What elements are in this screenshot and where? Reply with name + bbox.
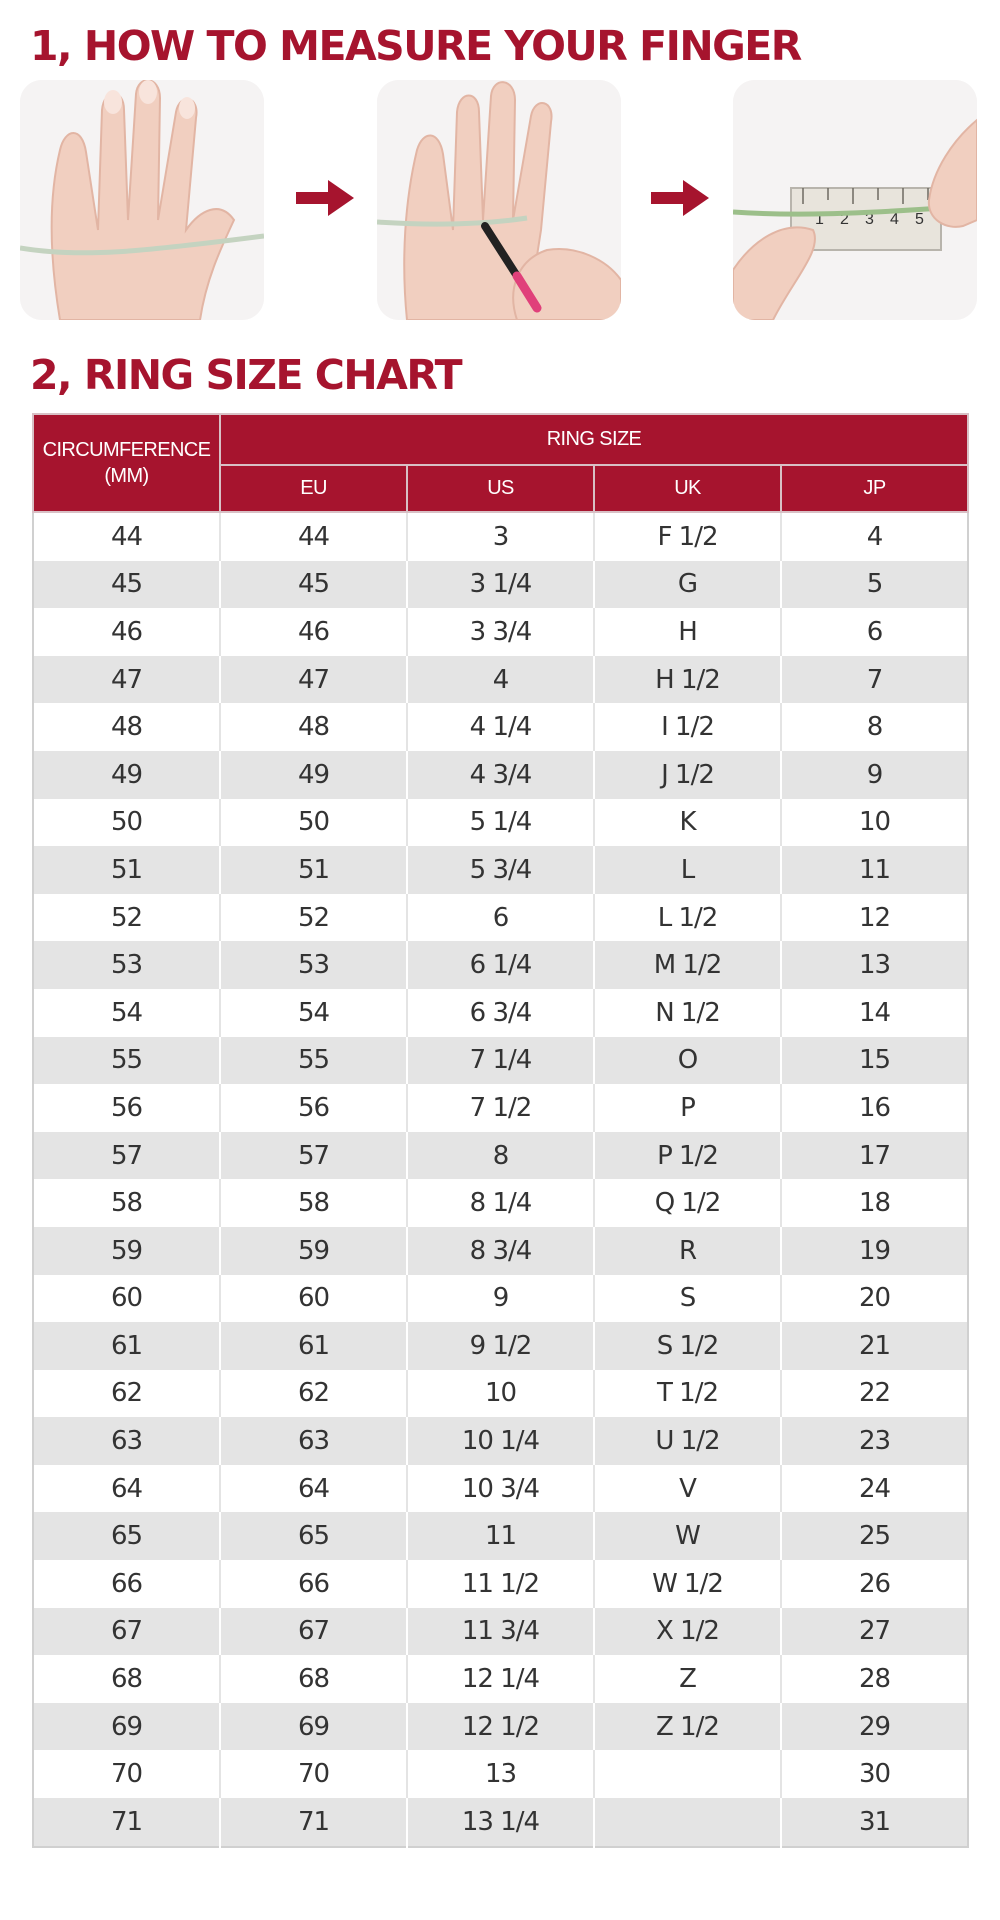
eu-cell: 64 [220,1465,407,1513]
uk-cell: K [594,799,781,847]
ruler-measure-photo [733,80,977,320]
eu-cell: 49 [220,751,407,799]
jp-cell: 29 [781,1703,968,1751]
circumference-cell: 64 [33,1465,220,1513]
table-row [33,1750,968,1798]
us-cell: 3 3/4 [407,608,594,656]
jp-cell: 24 [781,1465,968,1513]
us-cell: 6 [407,894,594,942]
uk-cell: T 1/2 [594,1370,781,1418]
eu-cell: 52 [220,894,407,942]
table-row [33,1227,968,1275]
circumference-cell: 70 [33,1750,220,1798]
table-row [33,1084,968,1132]
circumference-cell: 58 [33,1179,220,1227]
eu-cell: 57 [220,1132,407,1180]
jp-cell: 23 [781,1417,968,1465]
circumference-cell: 45 [33,561,220,609]
eu-cell: 69 [220,1703,407,1751]
table-row [33,1703,968,1751]
uk-cell: G [594,561,781,609]
uk-cell: I 1/2 [594,703,781,751]
us-cell: 8 3/4 [407,1227,594,1275]
jp-header: JP [781,465,968,512]
uk-cell: F 1/2 [594,512,781,561]
us-cell: 6 3/4 [407,989,594,1037]
uk-cell: S 1/2 [594,1322,781,1370]
eu-cell: 70 [220,1750,407,1798]
table-row [33,1465,968,1513]
us-cell: 12 1/2 [407,1703,594,1751]
jp-cell: 18 [781,1179,968,1227]
table-row [33,1512,968,1560]
marking-string-photo [377,80,621,320]
circumference-cell: 66 [33,1560,220,1608]
table-row [33,703,968,751]
ring-size-rows [33,512,968,1847]
measure-finger-title: 1, HOW TO MEASURE YOUR FINGER [30,22,801,70]
table-row [33,941,968,989]
table-row [33,1322,968,1370]
uk-cell: O [594,1037,781,1085]
eu-cell: 47 [220,656,407,704]
circumference-cell: 68 [33,1655,220,1703]
jp-cell: 10 [781,799,968,847]
uk-cell: P 1/2 [594,1132,781,1180]
us-cell: 11 [407,1512,594,1560]
table-row [33,751,968,799]
eu-cell: 56 [220,1084,407,1132]
us-cell: 9 1/2 [407,1322,594,1370]
us-cell: 4 [407,656,594,704]
us-cell: 3 1/4 [407,561,594,609]
ruler-number: 3 [865,211,874,228]
table-row [33,1275,968,1323]
table-row [33,989,968,1037]
us-cell: 12 1/4 [407,1655,594,1703]
uk-cell: L 1/2 [594,894,781,942]
circumference-cell: 57 [33,1132,220,1180]
jp-cell: 4 [781,512,968,561]
ring-size-table [32,413,969,1848]
arrow-right-icon [651,178,709,218]
uk-cell: V [594,1465,781,1513]
circumference-cell: 53 [33,941,220,989]
eu-cell: 53 [220,941,407,989]
jp-cell: 17 [781,1132,968,1180]
table-row [33,1417,968,1465]
ruler-number: 5 [915,211,924,228]
eu-cell: 54 [220,989,407,1037]
circumference-cell: 55 [33,1037,220,1085]
us-cell: 5 3/4 [407,846,594,894]
eu-cell: 59 [220,1227,407,1275]
uk-cell: R [594,1227,781,1275]
us-cell: 4 1/4 [407,703,594,751]
us-cell: 6 1/4 [407,941,594,989]
eu-cell: 71 [220,1798,407,1847]
us-cell: 9 [407,1275,594,1323]
jp-cell: 8 [781,703,968,751]
circumference-cell: 44 [33,512,220,561]
table-row [33,512,968,561]
jp-cell: 6 [781,608,968,656]
table-row [33,1655,968,1703]
eu-cell: 62 [220,1370,407,1418]
jp-cell: 19 [781,1227,968,1275]
uk-cell: W 1/2 [594,1560,781,1608]
jp-cell: 30 [781,1750,968,1798]
uk-cell: M 1/2 [594,941,781,989]
table-row [33,1037,968,1085]
uk-cell: U 1/2 [594,1417,781,1465]
circumference-cell: 59 [33,1227,220,1275]
circumference-cell: 52 [33,894,220,942]
jp-cell: 11 [781,846,968,894]
us-cell: 3 [407,512,594,561]
eu-cell: 60 [220,1275,407,1323]
circumference-header [33,414,220,512]
circumference-cell: 71 [33,1798,220,1847]
ruler-number: 4 [890,211,899,228]
circumference-header-line1: CIRCUMFERENCE [42,439,211,461]
eu-cell: 45 [220,561,407,609]
table-row [33,1370,968,1418]
ruler-number: 1 [815,211,824,228]
uk-header: UK [594,465,781,512]
circumference-cell: 51 [33,846,220,894]
table-row [33,846,968,894]
eu-cell: 50 [220,799,407,847]
eu-cell: 67 [220,1608,407,1656]
circumference-cell: 48 [33,703,220,751]
uk-cell: Q 1/2 [594,1179,781,1227]
uk-cell: J 1/2 [594,751,781,799]
us-cell: 13 1/4 [407,1798,594,1847]
circumference-cell: 56 [33,1084,220,1132]
circumference-cell: 65 [33,1512,220,1560]
ring-size-header: RING SIZE [220,414,968,465]
jp-cell: 25 [781,1512,968,1560]
eu-cell: 55 [220,1037,407,1085]
eu-cell: 58 [220,1179,407,1227]
jp-cell: 7 [781,656,968,704]
circumference-cell: 67 [33,1608,220,1656]
jp-cell: 14 [781,989,968,1037]
us-cell: 8 1/4 [407,1179,594,1227]
uk-cell: L [594,846,781,894]
jp-cell: 21 [781,1322,968,1370]
table-row [33,656,968,704]
us-cell: 11 3/4 [407,1608,594,1656]
jp-cell: 9 [781,751,968,799]
us-cell: 10 [407,1370,594,1418]
eu-cell: 65 [220,1512,407,1560]
jp-cell: 26 [781,1560,968,1608]
uk-cell: P [594,1084,781,1132]
jp-cell: 5 [781,561,968,609]
us-cell: 8 [407,1132,594,1180]
eu-cell: 66 [220,1560,407,1608]
uk-cell [594,1798,781,1847]
eu-header: EU [220,465,407,512]
ring-size-chart-title: 2, RING SIZE CHART [30,351,462,399]
circumference-cell: 60 [33,1275,220,1323]
eu-cell: 63 [220,1417,407,1465]
circumference-cell: 54 [33,989,220,1037]
eu-cell: 61 [220,1322,407,1370]
eu-cell: 48 [220,703,407,751]
jp-cell: 16 [781,1084,968,1132]
uk-cell: S [594,1275,781,1323]
uk-cell: Z [594,1655,781,1703]
circumference-cell: 69 [33,1703,220,1751]
eu-cell: 44 [220,512,407,561]
jp-cell: 28 [781,1655,968,1703]
jp-cell: 31 [781,1798,968,1847]
table-row [33,1608,968,1656]
circumference-cell: 62 [33,1370,220,1418]
eu-cell: 46 [220,608,407,656]
us-cell: 13 [407,1750,594,1798]
jp-cell: 20 [781,1275,968,1323]
uk-cell: W [594,1512,781,1560]
table-row [33,1132,968,1180]
jp-cell: 12 [781,894,968,942]
circumference-cell: 63 [33,1417,220,1465]
us-cell: 5 1/4 [407,799,594,847]
table-row [33,1179,968,1227]
table-row [33,894,968,942]
table-row [33,1798,968,1847]
uk-cell: N 1/2 [594,989,781,1037]
uk-cell: H [594,608,781,656]
hand-with-string-photo [20,80,264,320]
uk-cell [594,1750,781,1798]
us-cell: 4 3/4 [407,751,594,799]
us-cell: 10 1/4 [407,1417,594,1465]
eu-cell: 68 [220,1655,407,1703]
ruler-number: 2 [840,211,849,228]
jp-cell: 22 [781,1370,968,1418]
us-cell: 7 1/2 [407,1084,594,1132]
circumference-cell: 50 [33,799,220,847]
us-header: US [407,465,594,512]
uk-cell: X 1/2 [594,1608,781,1656]
table-row [33,608,968,656]
table-row [33,1560,968,1608]
circumference-cell: 61 [33,1322,220,1370]
us-cell: 10 3/4 [407,1465,594,1513]
circumference-header-line2: (MM) [104,465,149,487]
jp-cell: 13 [781,941,968,989]
us-cell: 7 1/4 [407,1037,594,1085]
circumference-cell: 46 [33,608,220,656]
us-cell: 11 1/2 [407,1560,594,1608]
eu-cell: 51 [220,846,407,894]
jp-cell: 27 [781,1608,968,1656]
jp-cell: 15 [781,1037,968,1085]
arrow-right-icon [296,178,354,218]
uk-cell: Z 1/2 [594,1703,781,1751]
circumference-cell: 47 [33,656,220,704]
uk-cell: H 1/2 [594,656,781,704]
table-row [33,561,968,609]
table-row [33,799,968,847]
circumference-cell: 49 [33,751,220,799]
